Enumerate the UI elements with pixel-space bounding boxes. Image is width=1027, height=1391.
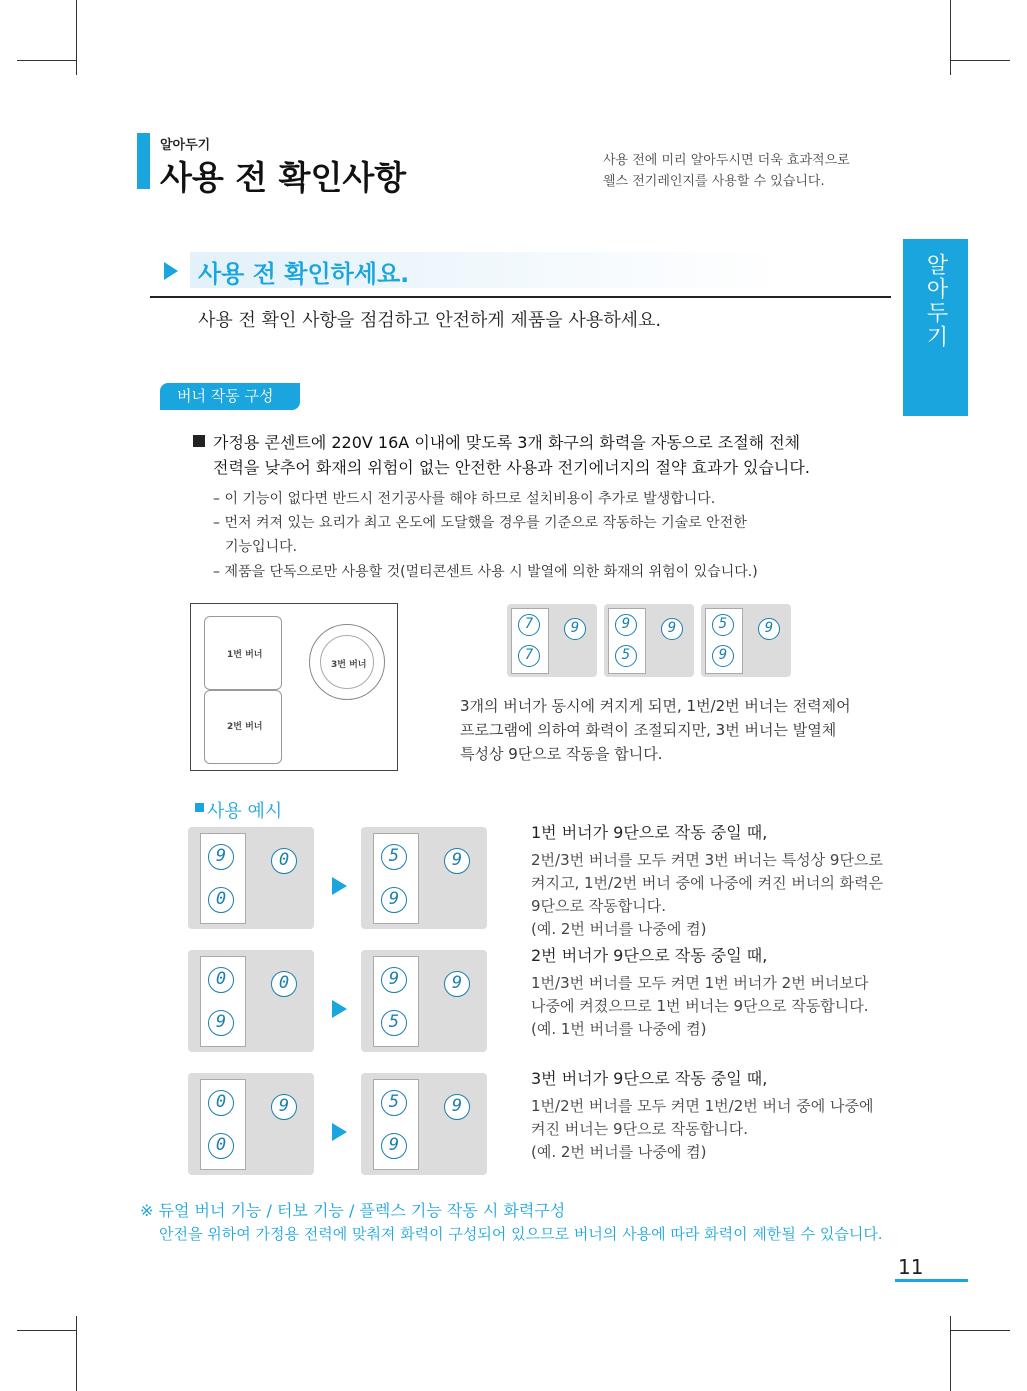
header-accent-bar — [137, 133, 150, 189]
side-tab-label: 알아두기 — [923, 253, 948, 349]
burner3-level-display: 9 — [444, 848, 470, 874]
burner-config-main-line2: 전력을 낮추어 화재의 위험이 없는 안전한 사용과 전기에너지의 절약 효과가 있습니다. — [213, 458, 810, 477]
crop-mark — [17, 1330, 77, 1331]
example-body-line2: 켜지고, 1번/2번 버너 중에 나중에 켜진 버너의 화력은 — [531, 874, 884, 892]
example-before-panel — [188, 1073, 314, 1175]
crop-mark — [950, 60, 1010, 61]
side-tab[interactable] — [903, 239, 968, 416]
square-bullet-icon — [193, 435, 205, 447]
burner1-level-display: 9 — [615, 614, 637, 636]
example-body-line1: 2번/3번 버너를 모두 켜면 3번 버너는 특성상 9단으로 — [531, 851, 883, 869]
crop-mark — [76, 0, 77, 75]
crop-mark — [950, 0, 951, 75]
burner2-level-display: 0 — [208, 1133, 234, 1159]
transition-arrow-icon — [332, 877, 347, 895]
burner3-level-display: 9 — [444, 1094, 470, 1120]
header-small-label: 알아두기 — [160, 138, 211, 153]
example-after-panel — [361, 950, 487, 1052]
section-divider — [150, 296, 891, 298]
burner2-level-display: 9 — [381, 1133, 407, 1159]
burner2-level-display: 5 — [615, 645, 637, 667]
example-body-line4: (예. 2번 버너를 나중에 켬) — [531, 920, 707, 938]
burner3-level-display: 0 — [271, 971, 297, 997]
burner1-level-display: 5 — [381, 844, 407, 870]
diagram-control-panel — [507, 604, 597, 677]
example-title: 1번 버너가 9단으로 작동 중일 때, — [531, 823, 768, 842]
burner1-level-display: 7 — [518, 614, 540, 636]
diagram-control-panel — [701, 604, 791, 677]
burner1-level-display: 9 — [381, 967, 407, 993]
burner3-level-display: 0 — [271, 848, 297, 874]
cooktop-diagram — [190, 603, 398, 771]
diagram-desc1: 3개의 버너가 동시에 켜지게 되면, 1번/2번 버너는 전력제어 — [460, 697, 851, 715]
burner2-label: 2번 버너 — [227, 722, 263, 732]
example-before-panel — [188, 827, 314, 929]
page-title: 사용 전 확인사항 — [160, 158, 407, 197]
burner2-level-display: 9 — [208, 1010, 234, 1036]
burner-config-note2a: – 먼저 켜져 있는 요리가 최고 온도에 도달했을 경우를 기준으로 작동하는 기술로 안전한 — [213, 515, 747, 531]
burner3-level-display: 9 — [444, 971, 470, 997]
example-after-panel — [361, 827, 487, 929]
example-before-panel — [188, 950, 314, 1052]
burner-config-note1: – 이 기능이 없다면 반드시 전기공사를 해야 하므로 설치비용이 추가로 발생합니다. — [213, 491, 716, 507]
burner1-level-display: 9 — [208, 844, 234, 870]
burner1-level-display: 0 — [208, 967, 234, 993]
crop-mark — [950, 1316, 951, 1391]
crop-mark — [17, 60, 77, 61]
section-title: 사용 전 확인하세요. — [198, 260, 410, 288]
burner3-level-display: 9 — [271, 1094, 297, 1120]
crop-mark — [950, 1330, 1010, 1331]
page-number-underline — [895, 1279, 968, 1282]
burner1-level-display: 0 — [208, 1090, 234, 1116]
burner3-label: 3번 버너 — [331, 660, 367, 670]
example-body-line1: 1번/2번 버너를 모두 켜면 1번/2번 버너 중에 나중에 — [531, 1097, 874, 1115]
example-body-line2: 켜진 버너는 9단으로 작동합니다. — [531, 1120, 748, 1138]
examples-heading: 사용 예시 — [207, 801, 283, 822]
example-body-line2: 나중에 켜졌으므로 1번 버너는 9단으로 작동합니다. — [531, 997, 869, 1015]
example-title: 3번 버너가 9단으로 작동 중일 때, — [531, 1069, 768, 1088]
burner2-level-display: 5 — [381, 1010, 407, 1036]
burner3-level-display: 9 — [758, 618, 780, 640]
diagram-desc2: 프로그램에 의하여 화력이 조절되지만, 3번 버너는 발열체 — [460, 721, 837, 739]
burner2-level-display: 9 — [712, 645, 734, 667]
burner2-level-display: 7 — [518, 645, 540, 667]
footer-note-title: ※ 듀얼 버너 기능 / 터보 기능 / 플렉스 기능 작동 시 화력구성 — [140, 1201, 566, 1220]
burner1-label: 1번 버너 — [227, 650, 263, 660]
header-intro-line2: 웰스 전기레인지를 사용할 수 있습니다. — [603, 174, 825, 189]
example-body-line3: (예. 2번 버너를 나중에 켬) — [531, 1143, 707, 1161]
transition-arrow-icon — [332, 1123, 347, 1141]
burner1-level-display: 5 — [712, 614, 734, 636]
burner1-level-display: 5 — [381, 1090, 407, 1116]
example-after-panel — [361, 1073, 487, 1175]
burner-config-badge: 버너 작동 구성 — [160, 383, 300, 410]
example-body-line3: (예. 1번 버너를 나중에 켬) — [531, 1020, 707, 1038]
burner-config-note3: – 제품을 단독으로만 사용할 것(멀티콘센트 사용 시 발열에 의한 화재의 위험이 있습니다.) — [213, 564, 758, 580]
example-body-line3: 9단으로 작동합니다. — [531, 897, 667, 915]
burner2-level-display: 9 — [381, 887, 407, 913]
examples-bullet-icon — [195, 803, 204, 812]
transition-arrow-icon — [332, 1000, 347, 1018]
footer-note-body: 안전을 위하여 가정용 전력에 맞춰져 화력이 구성되어 있으므로 버너의 사용에 따라 화력이 제한될 수 있습니다. — [159, 1225, 883, 1243]
page-number: 11 — [898, 1255, 924, 1279]
diagram-desc3: 특성상 9단으로 작동을 합니다. — [460, 745, 663, 763]
burner3-level-display: 9 — [564, 618, 586, 640]
diagram-control-panel — [604, 604, 694, 677]
example-title: 2번 버너가 9단으로 작동 중일 때, — [531, 946, 768, 965]
section-subtitle: 사용 전 확인 사항을 점검하고 안전하게 제품을 사용하세요. — [198, 310, 662, 331]
burner-config-note2b: 기능입니다. — [225, 539, 298, 555]
burner2-level-display: 0 — [208, 887, 234, 913]
example-body-line1: 1번/3번 버너를 모두 켜면 1번 버너가 2번 버너보다 — [531, 974, 869, 992]
section-triangle-icon — [164, 262, 178, 280]
burner3-level-display: 9 — [661, 618, 683, 640]
crop-mark — [76, 1316, 77, 1391]
burner-config-main-line1: 가정용 콘센트에 220V 16A 이내에 맞도록 3개 화구의 화력을 자동으로 조절해 전체 — [213, 433, 801, 452]
header-intro-line1: 사용 전에 미리 알아두시면 더욱 효과적으로 — [603, 153, 850, 168]
